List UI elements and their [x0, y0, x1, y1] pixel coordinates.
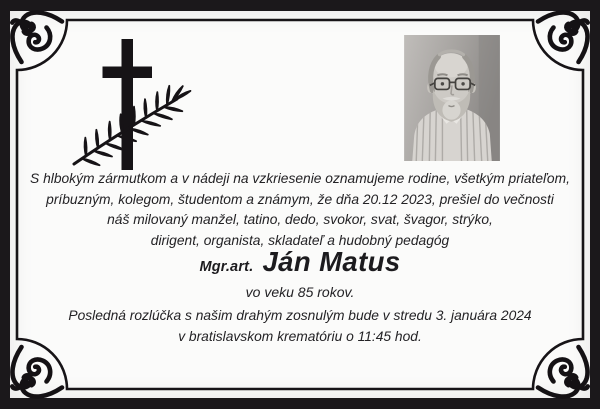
- farewell-paragraph: [18, 306, 582, 347]
- deceased-title: Mgr.art.: [199, 259, 254, 275]
- announcement-line: dirigent, organista, skladateľ a hudobný pedagóg: [150, 233, 450, 249]
- deceased-name-row: [0, 246, 600, 278]
- announcement-line: S hlbokým zármutkom a v nádeji na vzkriesenie oznamujeme rodine, všetkým priateľom,: [30, 171, 570, 186]
- announcement-line: náš milovaný manžel, tatino, dedo, svokor, svat, švagor, strýko,: [107, 212, 493, 228]
- deceased-name: Ján Matus: [262, 246, 401, 277]
- deceased-photo: [404, 35, 500, 161]
- age-line: vo veku 85 rokov.: [245, 284, 355, 300]
- announcement-paragraph: [18, 169, 582, 252]
- farewell-line: v bratislavskom krematóriu o 11:45 hod.: [178, 328, 422, 344]
- announcement-line: príbuzným, kolegom, študentom a známym, že dňa 20.12 2023, prešiel do večnosti: [46, 191, 554, 207]
- farewell-line: Posledná rozlúčka s našim drahým zosnulým bude v stredu 3. januára 2024: [68, 308, 532, 323]
